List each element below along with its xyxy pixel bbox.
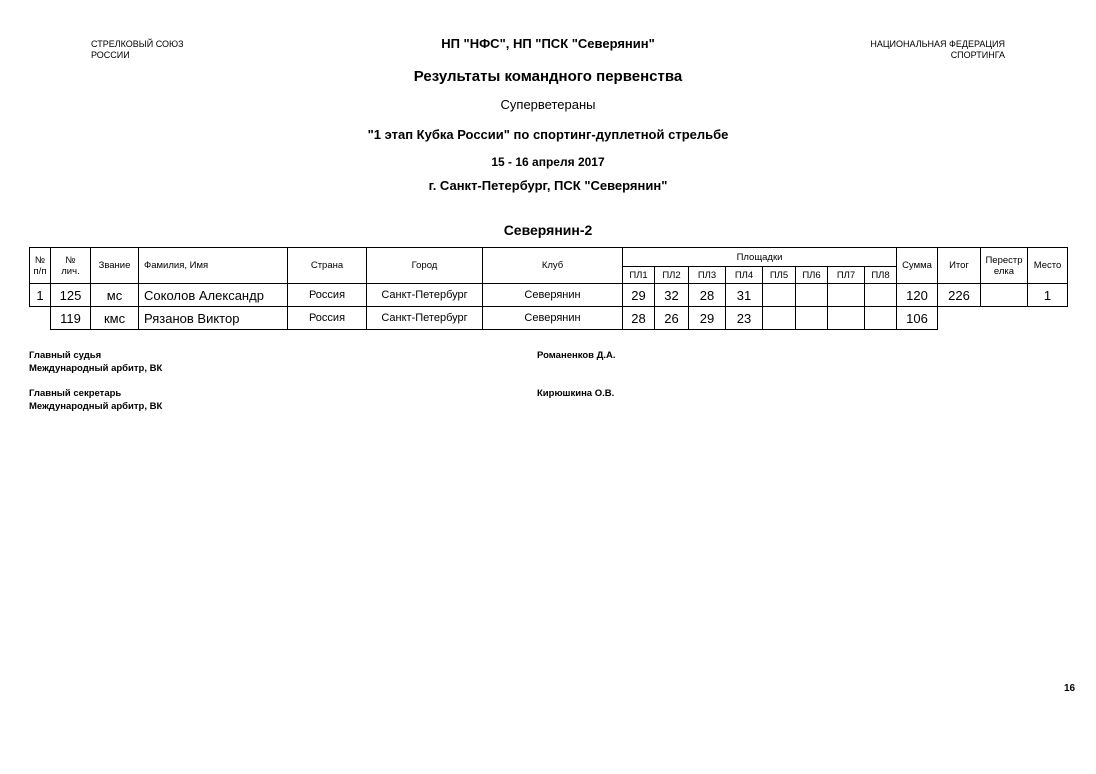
col-header-pl7: ПЛ7 bbox=[828, 267, 865, 284]
row-place-empty bbox=[1028, 307, 1068, 330]
secretary-title: Главный секретарь bbox=[29, 388, 122, 399]
row-lic: 125 bbox=[51, 284, 91, 307]
page-title: Результаты командного первенства bbox=[413, 68, 683, 85]
row-num: 1 bbox=[30, 284, 51, 307]
col-header-sum: Сумма bbox=[897, 248, 938, 284]
row-pl4: 23 bbox=[726, 307, 763, 330]
row-place: 1 bbox=[1028, 284, 1068, 307]
col-header-rank: Звание bbox=[91, 248, 139, 284]
row-pl3: 28 bbox=[689, 284, 726, 307]
row-rank: кмс bbox=[91, 307, 139, 330]
row-pl4: 31 bbox=[726, 284, 763, 307]
row-club: Северянин bbox=[483, 284, 623, 307]
row-sum: 106 bbox=[897, 307, 938, 330]
row-pl1: 29 bbox=[623, 284, 655, 307]
row-pl8 bbox=[865, 307, 897, 330]
secretary-name: Кирюшкина О.В. bbox=[537, 388, 615, 399]
header-center: НП "НФС", НП "ПСК "Северянин" bbox=[441, 36, 655, 51]
col-header-shootoff-line1: Перестр bbox=[985, 254, 1023, 266]
team-name: Северянин-2 bbox=[503, 222, 593, 238]
row-pl1: 28 bbox=[623, 307, 655, 330]
results-table bbox=[29, 247, 1068, 330]
col-header-num-line2: п/п bbox=[33, 265, 47, 277]
row-lic: 119 bbox=[51, 307, 91, 330]
col-header-name: Фамилия, Имя bbox=[139, 248, 288, 284]
category-label: Суперветераны bbox=[500, 97, 596, 112]
col-header-pl2: ПЛ2 bbox=[655, 267, 689, 284]
row-pl5 bbox=[763, 307, 796, 330]
row-sum: 120 bbox=[897, 284, 938, 307]
row-shootoff-empty bbox=[981, 307, 1028, 330]
row-pl5 bbox=[763, 284, 796, 307]
col-header-pl6: ПЛ6 bbox=[796, 267, 828, 284]
header-right bbox=[870, 39, 1005, 61]
event-location: г. Санкт-Петербург, ПСК "Северянин" bbox=[428, 178, 668, 193]
col-header-pl5: ПЛ5 bbox=[763, 267, 796, 284]
row-country: Россия bbox=[288, 284, 367, 307]
judge-block bbox=[29, 349, 162, 375]
header-left-line1: СТРЕЛКОВЫЙ СОЮЗ bbox=[91, 39, 184, 49]
event-dates: 15 - 16 апреля 2017 bbox=[491, 155, 605, 169]
row-name: Соколов Александр bbox=[139, 284, 288, 307]
col-header-lic-line1: № bbox=[65, 254, 76, 266]
header-right-line2: СПОРТИНГА bbox=[950, 50, 1005, 60]
row-pl6 bbox=[796, 284, 828, 307]
row-pl8 bbox=[865, 284, 897, 307]
row-city: Санкт-Петербург bbox=[367, 284, 483, 307]
col-header-pl4: ПЛ4 bbox=[726, 267, 763, 284]
header-left-line2: РОССИИ bbox=[91, 50, 130, 60]
header-right-line1: НАЦИОНАЛЬНАЯ ФЕДЕРАЦИЯ bbox=[870, 39, 1005, 49]
row-pl7 bbox=[828, 307, 865, 330]
col-header-num-line1: № bbox=[34, 254, 46, 266]
col-header-pl1: ПЛ1 bbox=[623, 267, 655, 284]
col-header-sites: Площадки bbox=[623, 248, 897, 267]
col-header-shootoff-line2: елка bbox=[993, 265, 1015, 277]
row-pl7 bbox=[828, 284, 865, 307]
row-pl2: 32 bbox=[655, 284, 689, 307]
row-name: Рязанов Виктор bbox=[139, 307, 288, 330]
table-row bbox=[30, 307, 1068, 330]
secretary-block bbox=[29, 387, 162, 413]
col-header-country: Страна bbox=[288, 248, 367, 284]
col-header-pl8: ПЛ8 bbox=[865, 267, 897, 284]
page-number: 16 bbox=[1064, 683, 1076, 694]
row-total: 226 bbox=[938, 284, 981, 307]
col-header-place: Место bbox=[1028, 248, 1068, 284]
judge-title: Главный судья bbox=[29, 350, 102, 361]
row-club: Северянин bbox=[483, 307, 623, 330]
header-row-1 bbox=[30, 248, 1068, 267]
row-pl2: 26 bbox=[655, 307, 689, 330]
row-total-empty bbox=[938, 307, 981, 330]
judge-name: Романенков Д.А. bbox=[537, 350, 616, 361]
col-header-pl3: ПЛ3 bbox=[689, 267, 726, 284]
event-title: "1 этап Кубка России" по спортинг-дуплетной стрельбе bbox=[367, 127, 729, 142]
col-header-lic bbox=[51, 248, 91, 284]
col-header-club: Клуб bbox=[483, 248, 623, 284]
col-header-num bbox=[30, 248, 51, 284]
col-header-shootoff bbox=[981, 248, 1028, 284]
table-row bbox=[30, 284, 1068, 307]
judge-rank: Международный арбитр, ВК bbox=[29, 363, 163, 374]
row-num bbox=[30, 307, 51, 330]
row-city: Санкт-Петербург bbox=[367, 307, 483, 330]
col-header-total: Итог bbox=[938, 248, 981, 284]
secretary-rank: Международный арбитр, ВК bbox=[29, 401, 163, 412]
col-header-city: Город bbox=[367, 248, 483, 284]
row-pl3: 29 bbox=[689, 307, 726, 330]
row-shootoff bbox=[981, 284, 1028, 307]
row-rank: мс bbox=[91, 284, 139, 307]
row-country: Россия bbox=[288, 307, 367, 330]
col-header-lic-line2: лич. bbox=[61, 265, 80, 277]
row-pl6 bbox=[796, 307, 828, 330]
